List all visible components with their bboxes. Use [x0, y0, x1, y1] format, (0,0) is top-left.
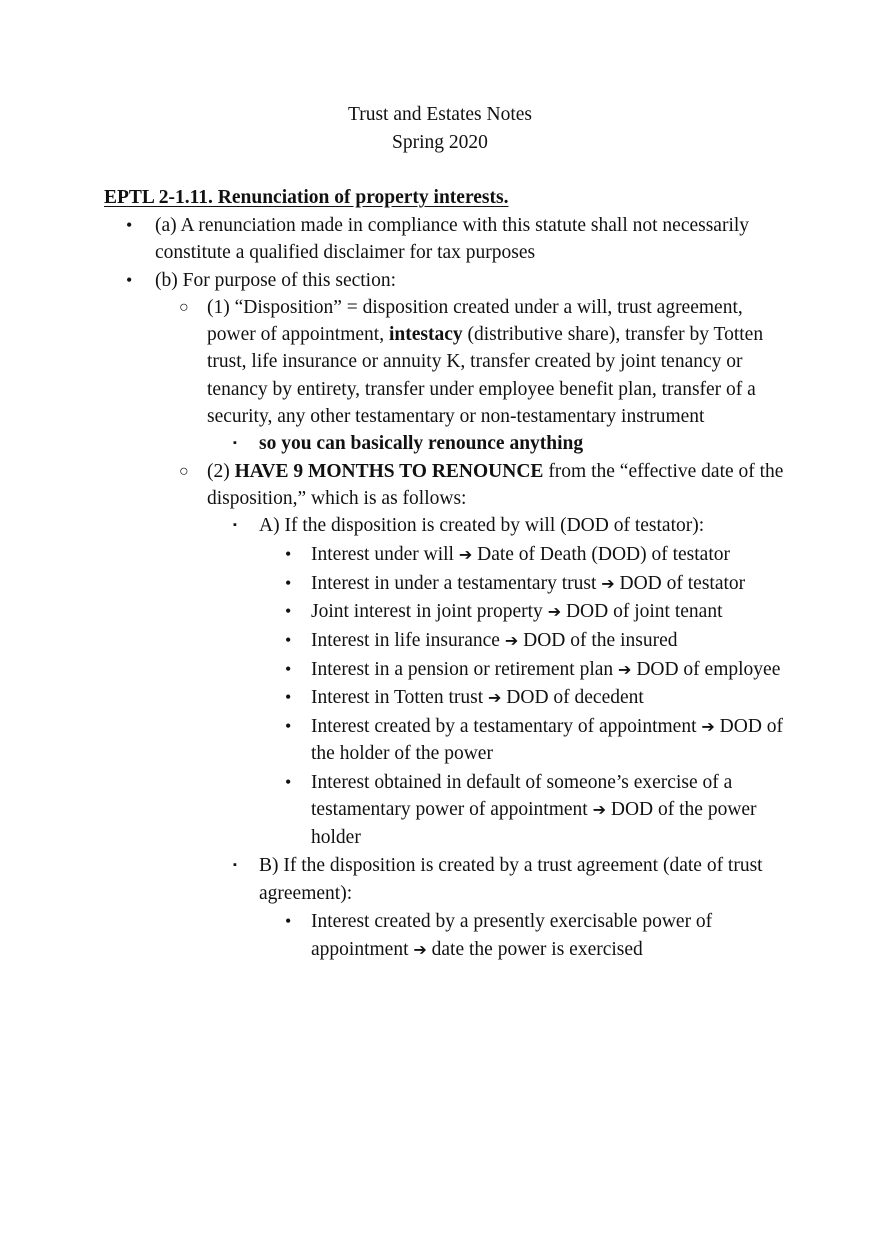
list-item-B: [207, 852, 787, 963]
list-item-b1-sub: [207, 430, 787, 457]
bullet-icon: •: [285, 687, 292, 708]
item-text-pre: Interest in life insurance: [311, 630, 505, 652]
B-label: B) If the disposition is created by a trust agreement (date of trust agreement):: [259, 855, 763, 904]
square-bullet-icon: ▪: [233, 519, 237, 532]
b1-text-bold: intestacy: [388, 324, 463, 346]
circle-bullet-icon: ○: [179, 462, 189, 480]
b1-sub-text: so you can basically renounce anything: [259, 433, 584, 455]
item-text-post: DOD of employee: [631, 658, 781, 680]
bullet-icon: •: [126, 215, 133, 235]
list-item: [259, 769, 787, 851]
circle-bullet-icon: ○: [179, 298, 189, 316]
arrow-right-icon: ➔: [413, 939, 427, 959]
arrow-right-icon: ➔: [504, 631, 519, 651]
item-text-post: DOD of joint tenant: [561, 601, 723, 623]
arrow-right-icon: ➔: [601, 573, 615, 593]
list-item: [259, 598, 787, 625]
bullet-icon: •: [285, 630, 292, 651]
item-text-post: DOD of the power holder: [311, 799, 757, 848]
b2-text-pre: (2): [207, 460, 235, 482]
item-text-post: date the power is exercised: [426, 938, 643, 960]
outline-level-4: [259, 541, 787, 851]
item-text-pre: Joint interest in joint property: [311, 601, 548, 623]
item-text-pre: Interest in Totten trust: [311, 687, 488, 709]
list-item: [259, 541, 787, 568]
list-item-b2: [155, 458, 787, 963]
item-text-post: DOD of the insured: [518, 630, 678, 652]
bullet-icon: •: [285, 601, 292, 622]
document-title: Trust and Estates Notes: [348, 104, 532, 125]
list-item: [259, 713, 787, 768]
item-text-pre: Interest in under a testamentary trust: [311, 572, 602, 594]
arrow-right-icon: ➔: [547, 602, 562, 622]
list-item-b: [0, 267, 784, 963]
list-item: [259, 656, 787, 683]
arrow-right-icon: ➔: [618, 659, 632, 679]
bullet-icon: •: [285, 658, 292, 679]
arrow-right-icon: ➔: [701, 717, 715, 737]
list-item: [259, 908, 787, 963]
section-heading: EPTL 2-1.11. Renunciation of property interests.: [104, 187, 509, 208]
item-text-pre: Interest created by a presently exercisable power of appointment: [311, 911, 713, 960]
title-block: [0, 101, 880, 157]
item-text-post: DOD of decedent: [501, 687, 644, 709]
bullet-icon: •: [285, 772, 292, 793]
item-text-pre: Interest created by a testamentary of appointment: [311, 716, 702, 738]
list-item-b1: [155, 294, 787, 458]
list-item-text: (a) A renunciation made in compliance with this statute shall not necessarily constitute a qualified disclaimer for tax purposes: [155, 215, 750, 264]
square-bullet-icon: ▪: [233, 859, 237, 872]
b1-text-post: (distributive share), transfer by Totten trust, life insurance or annuity K, transfer created by joint tenancy or tenancy by entirety, transfer under employee benefit plan, transfer of a security, any other testamentary or non-testamentary instrument: [207, 324, 764, 428]
list-item: [259, 627, 787, 654]
bullet-icon: •: [126, 269, 133, 290]
item-text-pre: Interest obtained in default of someone’s exercise of a testamentary power of appointment: [311, 772, 733, 821]
outline-level-3: [207, 430, 787, 457]
outline-level-4: [259, 908, 787, 963]
arrow-right-icon: ➔: [458, 544, 473, 564]
bullet-icon: •: [285, 911, 292, 932]
outline-level-3: [207, 512, 787, 963]
b2-text-bold: HAVE 9 MONTHS TO RENOUNCE: [234, 460, 544, 482]
item-text-pre: Interest under will: [311, 543, 459, 565]
list-item-A: [207, 512, 787, 851]
item-text-post: DOD of testator: [614, 572, 746, 594]
bullet-icon: •: [285, 716, 292, 737]
A-label: A) If the disposition is created by will (DOD of testator):: [259, 515, 705, 537]
b1-text-pre: (1) “Disposition” = disposition created under a will, trust agreement, power of appointment,: [207, 296, 743, 346]
list-item: [259, 684, 787, 711]
list-item-text: (b) For purpose of this section:: [155, 269, 397, 291]
list-item-a: [0, 212, 775, 267]
bullet-icon: •: [285, 543, 292, 564]
arrow-right-icon: ➔: [488, 688, 502, 708]
bullet-icon: •: [285, 572, 292, 593]
b2-text-post: from the “effective date of the disposition,” which is as follows:: [207, 460, 784, 509]
outline-level-2: [155, 294, 784, 963]
arrow-right-icon: ➔: [592, 800, 606, 820]
item-text-post: DOD of the holder of the power: [311, 716, 784, 765]
document-subtitle: Spring 2020: [392, 132, 488, 153]
outline-level-1: [0, 212, 880, 964]
item-text-post: Date of Death (DOD) of testator: [472, 543, 730, 565]
list-item: [259, 570, 787, 597]
item-text-pre: Interest in a pension or retirement plan: [311, 658, 619, 680]
square-bullet-icon: ▪: [233, 437, 237, 450]
